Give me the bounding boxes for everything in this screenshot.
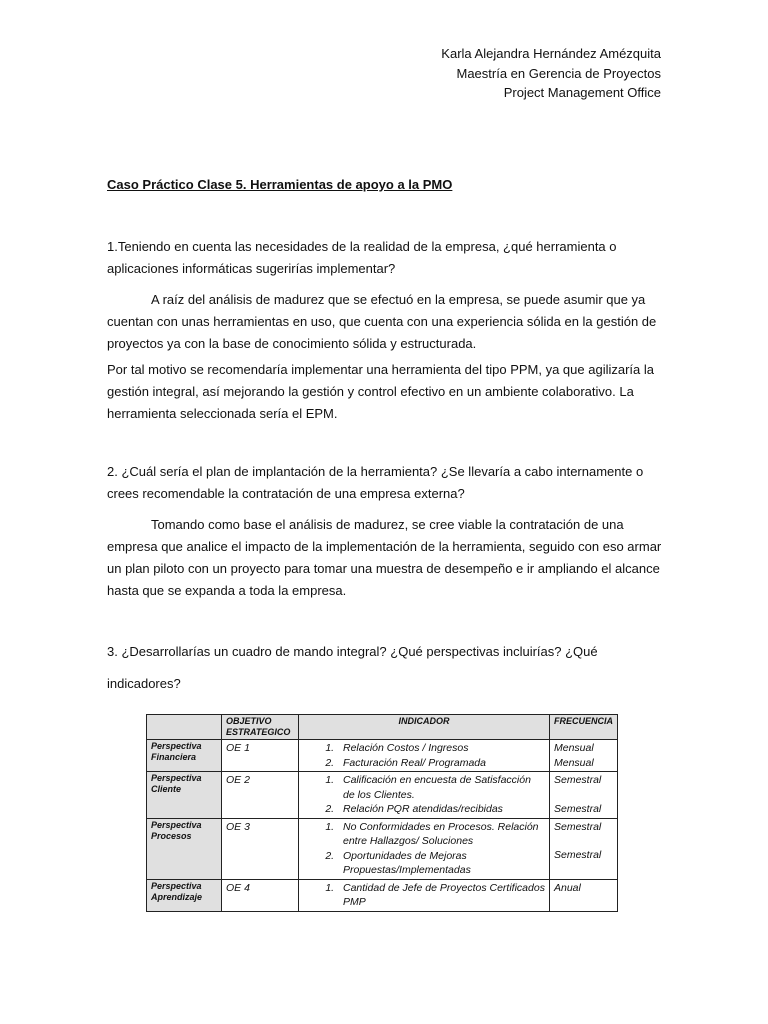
- perspective-cell: Perspectiva Cliente: [147, 772, 222, 819]
- author-name: Karla Alejandra Hernández Amézquita: [441, 46, 661, 61]
- frequency-value: Semestral: [553, 774, 602, 786]
- indicator-item: 1. Calificación en encuesta de Satisfacción de los Clientes.: [337, 773, 545, 802]
- document-title: Caso Práctico Clase 5. Herramientas de apoyo a la PMO: [107, 177, 453, 192]
- office-name: Project Management Office: [503, 85, 661, 100]
- objective-cell: OE 4: [222, 879, 299, 911]
- frequency-value: Semestral: [553, 849, 602, 861]
- balanced-scorecard-table: [146, 714, 618, 912]
- indicator-item: 1. No Conformidades en Procesos. Relación entre Hallazgos/ Soluciones: [337, 820, 545, 849]
- header-frequency: FRECUENCIA: [549, 715, 617, 740]
- perspective-cell: Perspectiva Financiera: [147, 740, 222, 772]
- frequency-cell: [549, 879, 617, 911]
- frequency-value: Anual: [553, 881, 581, 894]
- question-1: 1.Teniendo en cuenta las necesidades de la realidad de la empresa, ¿qué herramienta o aplicaciones informáticas sugerirías implementar?: [107, 239, 617, 276]
- frequency-value: Semestral: [553, 820, 602, 833]
- table-row: [147, 772, 618, 819]
- indicator-cell: [299, 740, 550, 772]
- frequency-cell: [549, 818, 617, 879]
- question-2: 2. ¿Cuál sería el plan de implantación de la herramienta? ¿Se llevaría a cabo internamente o crees recomendable la contratación de una empresa externa?: [107, 464, 644, 501]
- header-indicator: INDICADOR: [299, 715, 550, 740]
- indicator-cell: [299, 772, 550, 819]
- frequency-value: Mensual: [553, 742, 594, 754]
- objective-cell: OE 1: [222, 740, 299, 772]
- answer-1-paragraph-1: A raíz del análisis de madurez que se efectuó en la empresa, se puede asumir que ya cuentan con unas herramientas en uso, que cuenta con una experiencia sólida en la gestión de proyectos ya con la base de conocimiento sólida y estructurada.: [107, 292, 657, 351]
- frequency-cell: [549, 740, 617, 772]
- table-row: [147, 818, 618, 879]
- frequency-cell: [549, 772, 617, 819]
- indicator-cell: [299, 879, 550, 911]
- objective-cell: OE 2: [222, 772, 299, 819]
- table-row: [147, 879, 618, 911]
- header-objective: OBJETIVO ESTRATEGICO: [222, 715, 299, 740]
- objective-cell: OE 3: [222, 818, 299, 879]
- answer-2: Tomando como base el análisis de madurez, se cree viable la contratación de una empresa que analice el impacto de la implementación de la herramienta, seguido con eso armar un plan piloto con un proyecto para tomar una muestra de desempeño e ir ampliando el alcance hasta que se expanda a toda la empresa.: [107, 517, 662, 598]
- table-header-row: [147, 715, 618, 740]
- table-row: [147, 740, 618, 772]
- indicator-item: 2. Facturación Real/ Programada: [337, 756, 545, 771]
- indicator-cell: [299, 818, 550, 879]
- frequency-value: Mensual: [553, 756, 594, 769]
- indicator-item: 1. Relación Costos / Ingresos: [337, 741, 545, 756]
- answer-1-paragraph-2: Por tal motivo se recomendaría implementar una herramienta del tipo PPM, ya que agilizaría la gestión integral, así mejorando la gestión y control efectivo en un ambiente colaborativo. La herramienta seleccionada sería el EPM.: [107, 362, 654, 421]
- indicator-item: 1. Cantidad de Jefe de Proyectos Certificados PMP: [337, 881, 545, 910]
- perspective-cell: Perspectiva Aprendizaje: [147, 879, 222, 911]
- indicator-item: 2. Oportunidades de Mejoras Propuestas/Implementadas: [337, 849, 545, 878]
- frequency-value: Semestral: [553, 802, 602, 815]
- program-name: Maestría en Gerencia de Proyectos: [456, 65, 661, 81]
- perspective-cell: Perspectiva Procesos: [147, 818, 222, 879]
- author-header: [441, 44, 661, 103]
- indicator-item: 2. Relación PQR atendidas/recibidas: [337, 802, 545, 817]
- header-blank: [147, 715, 222, 740]
- question-3: 3. ¿Desarrollarías un cuadro de mando integral? ¿Qué perspectivas incluirías? ¿Qué indicadores?: [107, 644, 598, 691]
